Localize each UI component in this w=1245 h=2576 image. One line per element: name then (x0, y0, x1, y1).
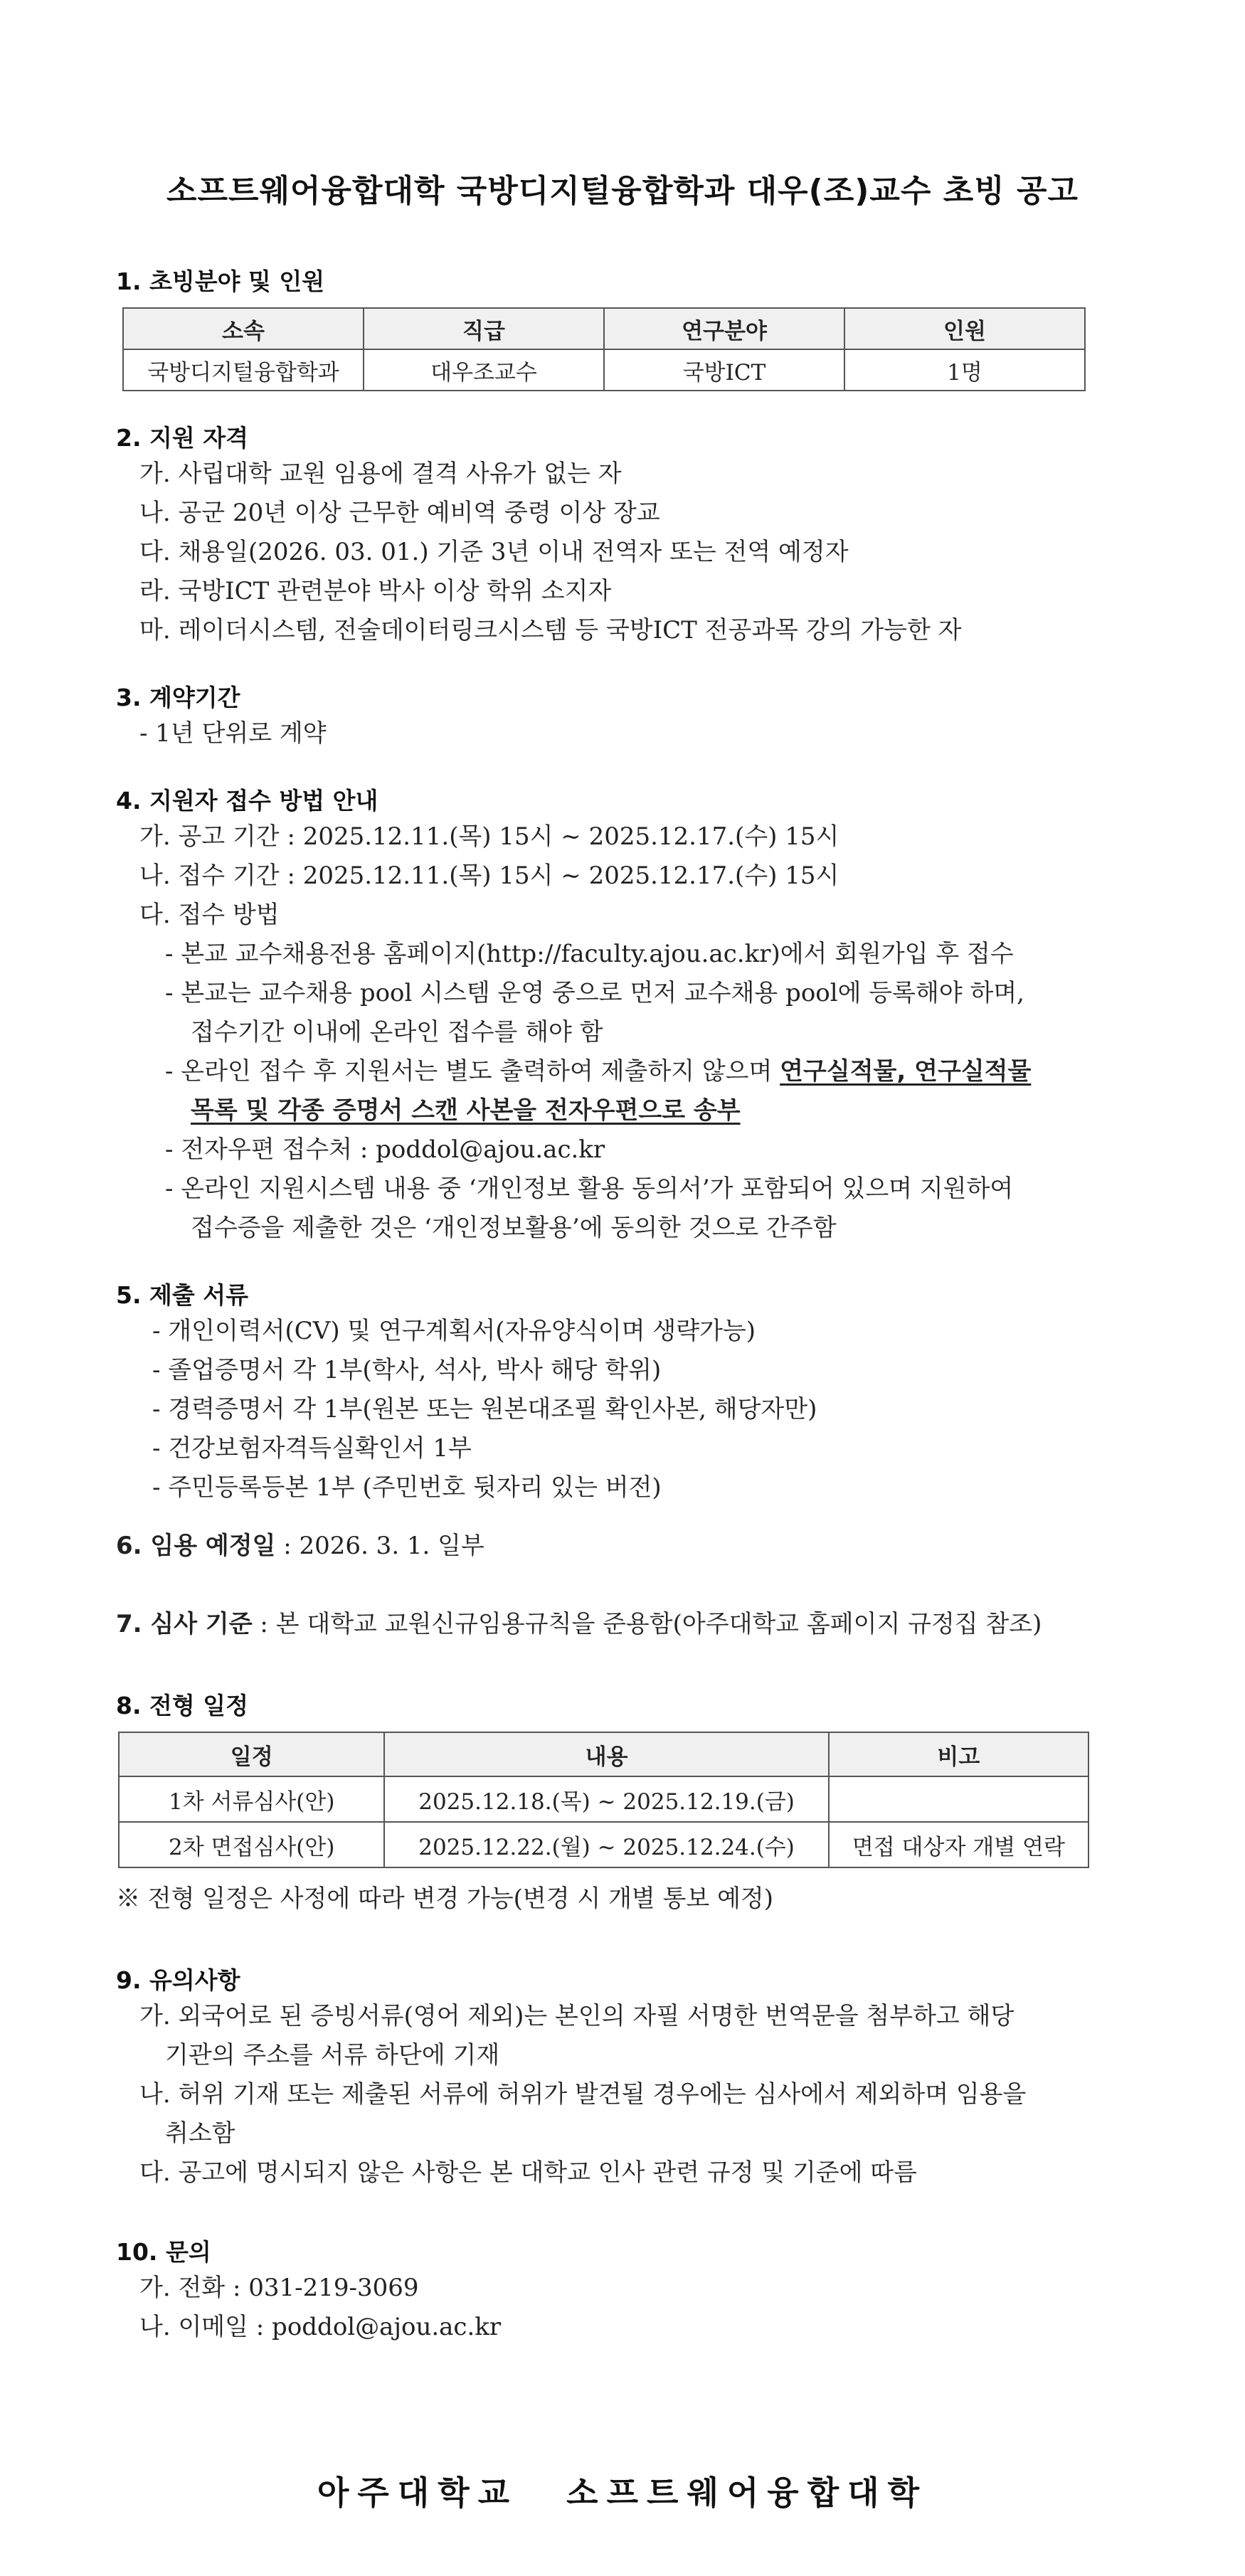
application-subitem: - 본교는 교수채용 pool 시스템 운영 중으로 먼저 교수채용 pool에 등록해야 하며, (165, 979, 1024, 1007)
document-item: - 경력증명서 각 1부(원본 또는 원본대조필 확인사본, 해당자만) (152, 1395, 817, 1424)
schedule-table-cell: 면접 대상자 개별 연락 (829, 1822, 1088, 1867)
schedule-table-header: 내용 (384, 1732, 828, 1776)
field-table-cell: 국방디지털융합학과 (123, 349, 364, 391)
application-subitem: - 전자우편 접수처 : poddol@ajou.ac.kr (165, 1135, 605, 1164)
qualification-item: 라. 국방ICT 관련분야 박사 이상 학위 소지자 (139, 577, 612, 605)
schedule-table-row (119, 1776, 1088, 1822)
schedule-table-cell: 2025.12.22.(월) ~ 2025.12.24.(수) (384, 1822, 828, 1867)
application-subitem (165, 1056, 1031, 1086)
field-table-header: 직급 (364, 308, 604, 349)
schedule-table-header-row (119, 1732, 1088, 1776)
section-2-heading: 2. 지원 자격 (116, 424, 248, 452)
section-5-heading: 5. 제출 서류 (116, 1281, 248, 1309)
contract-item: - 1년 단위로 계약 (139, 719, 327, 748)
schedule-table-row (119, 1822, 1088, 1867)
section-6-value: : 2026. 3. 1. 일부 (275, 1532, 484, 1560)
schedule-table-cell (829, 1776, 1088, 1822)
qualification-item: 마. 레이더시스템, 전술데이터링크시스템 등 국방ICT 전공과목 강의 가능한 자 (139, 616, 962, 645)
application-subitem: - 온라인 지원시스템 내용 중 ‘개인정보 활용 동의서’가 포함되어 있으며 지원하여 (165, 1175, 1014, 1203)
section-6 (116, 1531, 484, 1561)
underlined-emphasis: 목록 및 각종 증명서 스캔 사본을 전자우편으로 송부 (191, 1096, 741, 1125)
caution-item: 다. 공고에 명시되지 않은 사항은 본 대학교 인사 관련 규정 및 기준에 따름 (139, 2158, 917, 2187)
document-item: - 주민등록등본 1부 (주민번호 뒷자리 있는 버전) (152, 1473, 662, 1502)
field-table-header: 연구분야 (604, 308, 844, 349)
schedule-table (118, 1732, 1089, 1868)
schedule-note: ※ 전형 일정은 사정에 따라 변경 가능(변경 시 개별 통보 예정) (116, 1885, 774, 1913)
contact-email: 나. 이메일 : poddol@ajou.ac.kr (139, 2313, 502, 2341)
page-title: 소프트웨어융합대학 국방디지털융합학과 대우(조)교수 초빙 공고 (166, 173, 1079, 209)
document-item: - 졸업증명서 각 1부(학사, 석사, 박사 해당 학위) (152, 1356, 662, 1384)
application-item: 다. 접수 방법 (139, 901, 280, 929)
field-table-header: 소속 (123, 308, 364, 349)
section-4-heading: 4. 지원자 접수 방법 안내 (116, 787, 378, 815)
document-item: - 개인이력서(CV) 및 연구계획서(자유양식이며 생략가능) (152, 1317, 756, 1345)
qualification-item: 가. 사립대학 교원 임용에 결격 사유가 없는 자 (139, 460, 622, 488)
field-table-row (123, 349, 1085, 391)
schedule-table-cell: 2025.12.18.(목) ~ 2025.12.19.(금) (384, 1776, 828, 1822)
schedule-table-header: 일정 (119, 1732, 384, 1776)
application-item: 가. 공고 기간 : 2025.12.11.(목) 15시 ~ 2025.12.17.(수) 15시 (139, 822, 839, 851)
application-subitem-text: - 온라인 접수 후 지원서는 별도 출력하여 제출하지 않으며 (165, 1057, 780, 1086)
section-8-heading: 8. 전형 일정 (116, 1692, 248, 1719)
caution-item: 기관의 주소를 서류 하단에 기재 (165, 2041, 500, 2069)
field-table-cell: 대우조교수 (364, 349, 604, 391)
field-table-cell: 국방ICT (604, 349, 844, 391)
section-3-heading: 3. 계약기간 (116, 684, 240, 711)
section-6-label: 6. 임용 예정일 (116, 1532, 276, 1560)
application-subitem: 접수증을 제출한 것은 ‘개인정보활용’에 동의한 것으로 간주함 (191, 1214, 837, 1242)
field-table-header-row (123, 308, 1085, 349)
field-table (122, 307, 1086, 391)
section-9-heading: 9. 유의사항 (116, 1966, 240, 1994)
document-item: - 건강보험자격득실확인서 1부 (152, 1434, 472, 1463)
section-7 (116, 1609, 1042, 1639)
section-1-heading: 1. 초빙분야 및 인원 (116, 267, 325, 295)
issuer-footer: 아주대학교 소프트웨어융합대학 (317, 2474, 928, 2512)
qualification-item: 나. 공군 20년 이상 근무한 예비역 중령 이상 장교 (139, 499, 660, 527)
schedule-table-header: 비고 (829, 1732, 1088, 1776)
application-subitem: 접수기간 이내에 온라인 접수를 해야 함 (191, 1018, 603, 1046)
field-table-cell: 1명 (844, 349, 1085, 391)
application-item: 나. 접수 기간 : 2025.12.11.(목) 15시 ~ 2025.12.17.(수) 15시 (139, 862, 839, 890)
section-7-label: 7. 심사 기준 (116, 1610, 253, 1638)
caution-item: 취소함 (165, 2119, 235, 2148)
section-10-heading: 10. 문의 (116, 2238, 211, 2266)
schedule-table-cell: 2차 면접심사(안) (119, 1822, 384, 1867)
contact-phone: 가. 전화 : 031-219-3069 (139, 2274, 419, 2302)
underlined-emphasis: 연구실적물, 연구실적물 (780, 1057, 1032, 1086)
application-subitem: - 본교 교수채용전용 홈페이지(http://faculty.ajou.ac.kr)에서 회원가입 후 접수 (165, 940, 1014, 968)
qualification-item: 다. 채용일(2026. 03. 01.) 기준 3년 이내 전역자 또는 전역 예정자 (139, 538, 849, 566)
section-7-value: : 본 대학교 교원신규임용규칙을 준용함(아주대학교 홈페이지 규정집 참조) (252, 1610, 1042, 1638)
schedule-table-cell: 1차 서류심사(안) (119, 1776, 384, 1822)
application-subitem (191, 1096, 741, 1125)
caution-item: 가. 외국어로 된 증빙서류(영어 제외)는 본인의 자필 서명한 번역문을 첨부하고 해당 (139, 2002, 1014, 2030)
field-table-header: 인원 (844, 308, 1085, 349)
caution-item: 나. 허위 기재 또는 제출된 서류에 허위가 발견될 경우에는 심사에서 제외하며 임용을 (139, 2080, 1027, 2109)
